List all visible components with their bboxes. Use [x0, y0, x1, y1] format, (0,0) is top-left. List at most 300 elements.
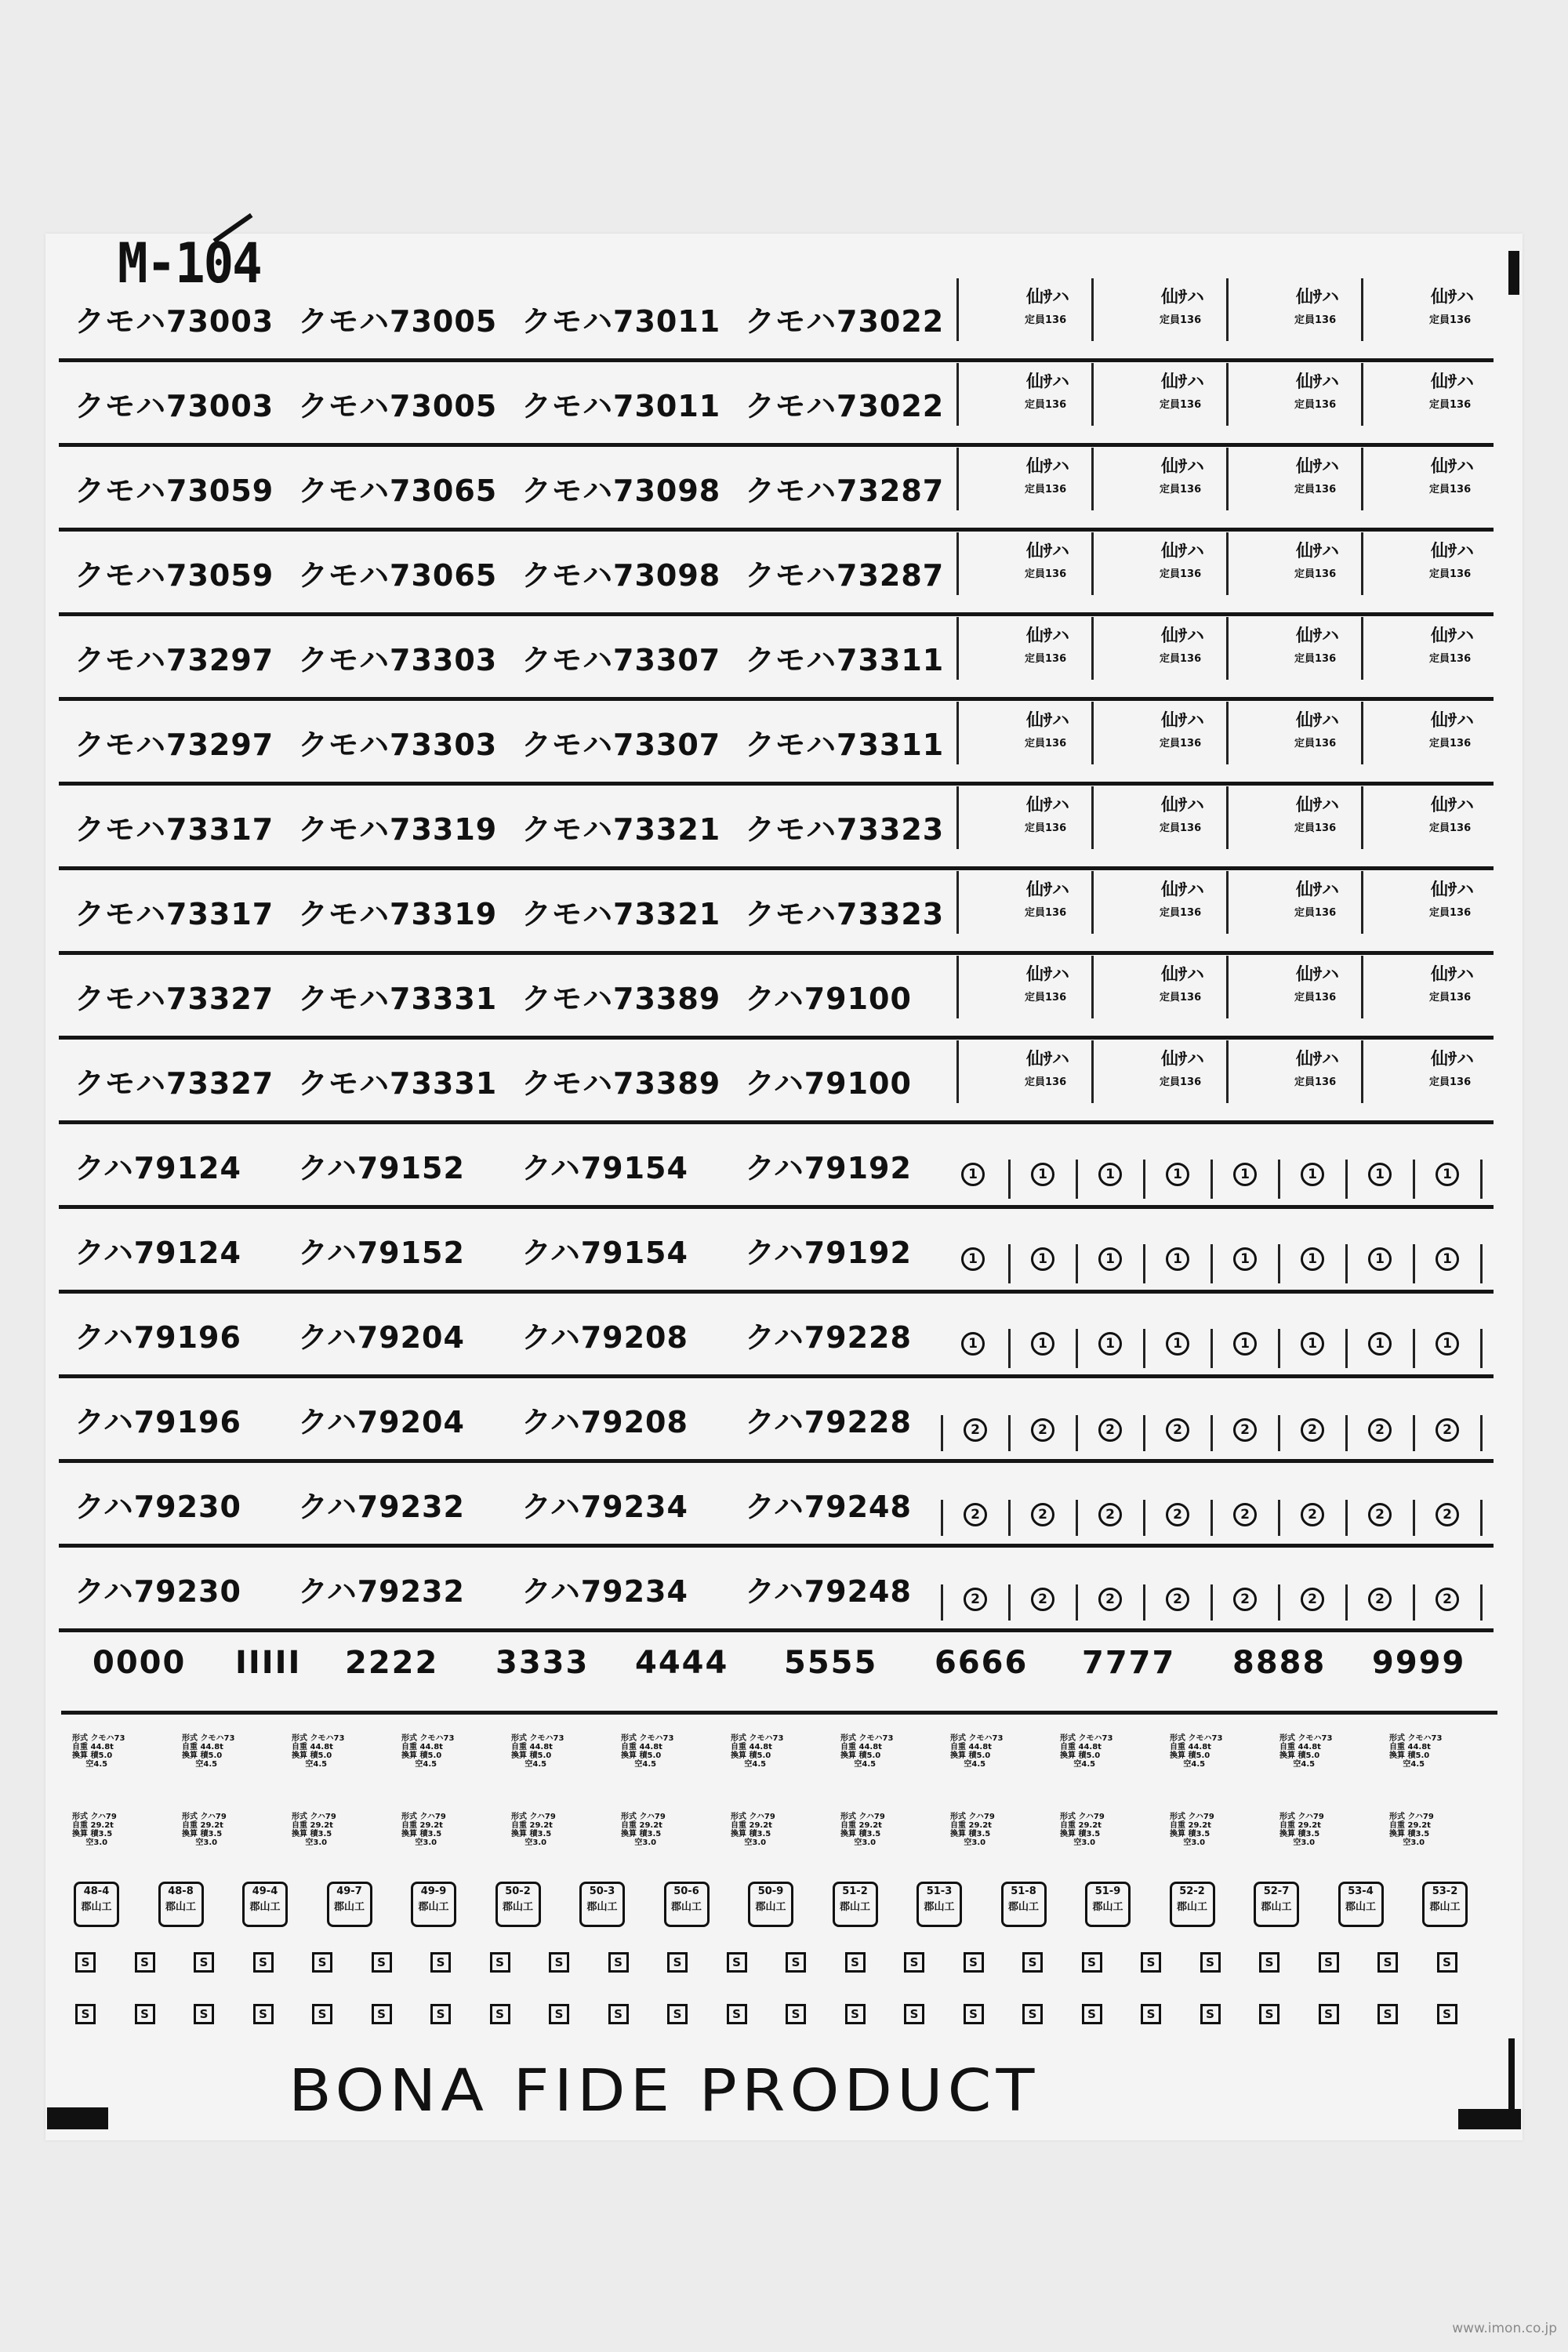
symbol-cell [1278, 1584, 1348, 1621]
s-mark: S [75, 2004, 96, 2024]
number-row [59, 786, 1494, 870]
capacity-mark: 定員136 [1429, 314, 1472, 326]
digit-set: 9999 [1372, 1645, 1466, 1681]
symbol-cell [1076, 1244, 1145, 1283]
circled-number: 2 [1368, 1418, 1392, 1442]
inspection-shop: 郡山工 [1176, 1901, 1207, 1913]
symbol-cell [1345, 1244, 1415, 1283]
symbol-cell [1345, 1160, 1415, 1199]
row-divider [59, 697, 1494, 701]
station-mark: 仙ｻハ [1296, 626, 1340, 646]
inspection-code: 52-7 [1263, 1886, 1290, 1897]
symbol-cell [941, 1244, 1008, 1283]
circled-number: 2 [1166, 1418, 1189, 1442]
number-row [59, 278, 1494, 362]
circled-number: 2 [1166, 1588, 1189, 1611]
car-number: クモハ73311 [745, 728, 945, 762]
row-divider [59, 866, 1494, 870]
car-number: クモハ73327 [74, 1066, 274, 1101]
station-cell [956, 448, 1094, 510]
symbol-cell [1413, 1584, 1483, 1621]
digit-set: 8888 [1232, 1645, 1327, 1681]
station-cell [1361, 448, 1498, 510]
circled-number: 2 [964, 1503, 987, 1526]
station-cell [956, 532, 1094, 595]
inspection-code: 48-8 [168, 1886, 194, 1897]
symbol-cell-end [1480, 1584, 1484, 1621]
inspection-box [833, 1882, 878, 1927]
s-mark: S [1259, 2004, 1279, 2024]
car-number: クハ79192 [745, 1236, 912, 1270]
circled-number: 2 [1166, 1503, 1189, 1526]
station-mark: 仙ｻハ [1296, 372, 1340, 392]
circled-number: 2 [1233, 1588, 1257, 1611]
mark-cells [956, 1548, 1494, 1628]
station-mark: 仙ｻハ [1161, 711, 1205, 731]
car-number: クモハ73327 [74, 982, 274, 1016]
spec-label: 形式 クハ79 自重 29.2t 換算 積3.5 空3.0 [182, 1813, 227, 1847]
symbol-cell [1278, 1500, 1348, 1536]
inspection-shop: 郡山工 [924, 1901, 955, 1913]
symbol-cell [1210, 1329, 1280, 1368]
car-number: クモハ73003 [74, 304, 274, 339]
capacity-mark: 定員136 [1160, 568, 1202, 580]
s-mark: S [1377, 1952, 1398, 1973]
digit-set: 2222 [345, 1645, 439, 1681]
symbol-cell [1008, 1584, 1078, 1621]
mark-cells [956, 1125, 1494, 1205]
number-row [59, 1040, 1494, 1124]
car-number: クハ79196 [74, 1405, 241, 1439]
s-mark: S [786, 2004, 806, 2024]
car-number: クハ79124 [74, 1151, 241, 1185]
capacity-mark: 定員136 [1160, 314, 1202, 326]
station-mark: 仙ｻハ [1161, 1050, 1205, 1069]
circled-number: 1 [1301, 1163, 1324, 1186]
inspection-shop: 郡山工 [1007, 1901, 1039, 1913]
s-mark: S [964, 1952, 984, 1973]
symbol-cell [941, 1500, 1011, 1536]
spec-label: 形式 クハ79 自重 29.2t 換算 積3.5 空3.0 [950, 1813, 995, 1847]
symbol-cell [941, 1329, 1008, 1368]
capacity-mark: 定員136 [1429, 907, 1472, 919]
station-mark: 仙ｻハ [1026, 542, 1070, 561]
circled-number: 1 [1031, 1163, 1054, 1186]
station-mark: 仙ｻハ [1161, 372, 1205, 392]
capacity-mark: 定員136 [1160, 1076, 1202, 1088]
mark-cells [956, 1464, 1494, 1544]
station-mark: 仙ｻハ [1431, 711, 1475, 731]
symbol-cell [1413, 1415, 1483, 1451]
capacity-mark: 定員136 [1025, 314, 1067, 326]
station-mark: 仙ｻハ [1296, 542, 1340, 561]
symbol-cell [1008, 1500, 1078, 1536]
circled-number: 1 [1233, 1332, 1257, 1356]
s-mark: S [1082, 2004, 1102, 2024]
station-cell [1226, 448, 1363, 510]
capacity-mark: 定員136 [1160, 992, 1202, 1004]
row-divider [59, 1036, 1494, 1040]
car-number: クハ79100 [745, 982, 912, 1016]
car-number: クモハ73323 [745, 812, 945, 847]
station-mark: 仙ｻハ [1431, 796, 1475, 815]
station-mark: 仙ｻハ [1431, 880, 1475, 900]
car-number: クハ79152 [298, 1151, 465, 1185]
s-mark: S [312, 1952, 332, 1973]
capacity-mark: 定員136 [1429, 484, 1472, 495]
capacity-mark: 定員136 [1429, 738, 1472, 750]
circled-number: 2 [1436, 1503, 1459, 1526]
digit-set: 7777 [1082, 1645, 1176, 1681]
capacity-mark: 定員136 [1025, 822, 1067, 834]
symbol-cell-end [1480, 1500, 1484, 1536]
spec-label: 形式 クモハ73 自重 44.8t 換算 積5.0 空4.5 [511, 1734, 564, 1769]
row-divider [59, 1544, 1494, 1548]
symbol-cell [1008, 1415, 1078, 1451]
station-mark: 仙ｻハ [1161, 542, 1205, 561]
station-mark: 仙ｻハ [1431, 1050, 1475, 1069]
spec-label: 形式 クハ79 自重 29.2t 換算 積3.5 空3.0 [401, 1813, 446, 1847]
inspection-shop: 郡山工 [586, 1901, 618, 1913]
car-number: クモハ73098 [521, 558, 721, 593]
circled-number: 1 [961, 1247, 985, 1271]
capacity-mark: 定員136 [1294, 399, 1337, 411]
station-mark: 仙ｻハ [1296, 880, 1340, 900]
capacity-mark: 定員136 [1025, 1076, 1067, 1088]
symbol-cell [1210, 1244, 1280, 1283]
capacity-mark: 定員136 [1429, 992, 1472, 1004]
spec-label: 形式 クモハ73 自重 44.8t 換算 積5.0 空4.5 [182, 1734, 235, 1769]
capacity-mark: 定員136 [1429, 568, 1472, 580]
station-cell [1091, 448, 1229, 510]
inspection-code: 52-2 [1179, 1886, 1205, 1897]
spec-label: 形式 クモハ73 自重 44.8t 換算 積5.0 空4.5 [1279, 1734, 1333, 1769]
circled-number: 1 [1098, 1247, 1122, 1271]
capacity-mark: 定員136 [1160, 399, 1202, 411]
circled-number: 1 [1166, 1163, 1189, 1186]
inspection-box [411, 1882, 456, 1927]
number-row [59, 1210, 1494, 1294]
symbol-cell [941, 1415, 1011, 1451]
s-mark: S [549, 2004, 569, 2024]
station-cell [1226, 278, 1363, 341]
symbol-cell [1143, 1329, 1213, 1368]
car-number: クハ79230 [74, 1574, 241, 1609]
spec-label: 形式 クモハ73 自重 44.8t 換算 積5.0 空4.5 [621, 1734, 674, 1769]
car-number: クハ79152 [298, 1236, 465, 1270]
row-divider [59, 782, 1494, 786]
car-number: クモハ73307 [521, 728, 721, 762]
car-number: クハ79230 [74, 1490, 241, 1524]
car-number: クモハ73331 [298, 1066, 498, 1101]
inspection-box [327, 1882, 372, 1927]
circled-number: 2 [1301, 1503, 1324, 1526]
row-divider [59, 612, 1494, 616]
station-cell [1091, 871, 1229, 934]
mark-cells [956, 617, 1494, 697]
circled-number: 1 [1166, 1247, 1189, 1271]
symbol-cell [1008, 1244, 1078, 1283]
car-number: クモハ73321 [521, 812, 721, 847]
circled-number: 2 [1301, 1588, 1324, 1611]
circled-number: 2 [1436, 1418, 1459, 1442]
inspection-box [242, 1882, 288, 1927]
digit-set: IIIII [235, 1645, 302, 1681]
s-mark: S [667, 2004, 688, 2024]
circled-number: 2 [1031, 1588, 1054, 1611]
circled-number: 1 [1368, 1332, 1392, 1356]
circled-number: 1 [1166, 1332, 1189, 1356]
car-number: クモハ73011 [521, 304, 721, 339]
capacity-mark: 定員136 [1429, 822, 1472, 834]
car-number: クハ79208 [521, 1320, 688, 1355]
circled-number: 2 [1368, 1503, 1392, 1526]
row-divider [59, 443, 1494, 447]
s-mark: S [1319, 2004, 1339, 2024]
car-number: クモハ73022 [745, 304, 945, 339]
s-mark: S [667, 1952, 688, 1973]
s-mark: S [430, 1952, 451, 1973]
car-number: クモハ73287 [745, 558, 945, 593]
s-mark: S [253, 2004, 274, 2024]
station-mark: 仙ｻハ [1161, 288, 1205, 307]
car-number: クハ79208 [521, 1405, 688, 1439]
mark-cells [956, 871, 1494, 951]
station-cell [1091, 617, 1229, 680]
row-divider [59, 358, 1494, 362]
inspection-box [916, 1882, 962, 1927]
circled-number: 2 [1301, 1418, 1324, 1442]
symbol-cell [1210, 1415, 1280, 1451]
car-number: クモハ73317 [74, 812, 274, 847]
circled-number: 2 [1368, 1588, 1392, 1611]
circled-number: 1 [1098, 1163, 1122, 1186]
car-number: クモハ73005 [298, 389, 498, 423]
car-number: クモハ73065 [298, 558, 498, 593]
symbol-cell [1210, 1584, 1280, 1621]
symbol-cell-end [1480, 1329, 1484, 1368]
s-mark: S [490, 1952, 510, 1973]
symbol-cell [1278, 1160, 1348, 1199]
spec-label: 形式 クモハ73 自重 44.8t 換算 積5.0 空4.5 [1170, 1734, 1223, 1769]
capacity-mark: 定員136 [1294, 822, 1337, 834]
station-cell [1361, 956, 1498, 1018]
circled-number: 2 [1031, 1503, 1054, 1526]
inspection-shop: 郡山工 [839, 1901, 870, 1913]
inspection-code: 53-2 [1432, 1886, 1458, 1897]
car-number: クモハ73389 [521, 982, 721, 1016]
spec-label: 形式 クハ79 自重 29.2t 換算 積3.5 空3.0 [292, 1813, 336, 1847]
symbol-cell [1143, 1244, 1213, 1283]
capacity-mark: 定員136 [1294, 653, 1337, 665]
station-mark: 仙ｻハ [1431, 288, 1475, 307]
inspection-box [1422, 1882, 1468, 1927]
capacity-mark: 定員136 [1160, 738, 1202, 750]
capacity-mark: 定員136 [1294, 314, 1337, 326]
mark-cells [956, 1379, 1494, 1459]
symbol-cell [1143, 1415, 1213, 1451]
s-mark: S [253, 1952, 274, 1973]
inspection-shop: 郡山工 [165, 1901, 196, 1913]
spec-label: 形式 クモハ73 自重 44.8t 換算 積5.0 空4.5 [731, 1734, 784, 1769]
car-number: クモハ73321 [521, 897, 721, 931]
circled-number: 2 [1098, 1418, 1122, 1442]
s-mark: S [1319, 1952, 1339, 1973]
circled-number: 1 [1031, 1247, 1054, 1271]
car-number: クハ79192 [745, 1151, 912, 1185]
station-cell [956, 363, 1094, 426]
inspection-code: 51-3 [926, 1886, 953, 1897]
inspection-shop: 郡山工 [418, 1901, 449, 1913]
capacity-mark: 定員136 [1025, 738, 1067, 750]
spec-label: 形式 クハ79 自重 29.2t 換算 積3.5 空3.0 [1279, 1813, 1324, 1847]
inspection-box [1085, 1882, 1131, 1927]
digit-set: 3333 [495, 1645, 590, 1681]
row-divider [59, 528, 1494, 532]
station-cell [1361, 278, 1498, 341]
station-cell [1091, 532, 1229, 595]
station-mark: 仙ｻハ [1026, 711, 1070, 731]
station-cell [1226, 702, 1363, 764]
inspection-shop: 郡山工 [670, 1901, 702, 1913]
s-mark: S [372, 1952, 392, 1973]
symbol-cell [1413, 1244, 1483, 1283]
circled-number: 1 [1098, 1332, 1122, 1356]
circled-number: 1 [961, 1163, 985, 1186]
station-cell [956, 617, 1094, 680]
car-number: クモハ73311 [745, 643, 945, 677]
circled-number: 2 [964, 1418, 987, 1442]
s-mark: S [1377, 2004, 1398, 2024]
spec-label: 形式 クハ79 自重 29.2t 換算 積3.5 空3.0 [1170, 1813, 1214, 1847]
car-number: クモハ73059 [74, 558, 274, 593]
spec-label: 形式 クモハ73 自重 44.8t 換算 積5.0 空4.5 [1389, 1734, 1443, 1769]
station-cell [1226, 786, 1363, 849]
car-number: クハ79154 [521, 1236, 688, 1270]
station-mark: 仙ｻハ [1161, 880, 1205, 900]
s-mark: S [608, 1952, 629, 1973]
circled-number: 2 [1436, 1588, 1459, 1611]
car-number: クモハ73059 [74, 474, 274, 508]
capacity-mark: 定員136 [1294, 1076, 1337, 1088]
spec-label: 形式 クモハ73 自重 44.8t 換算 積5.0 空4.5 [292, 1734, 345, 1769]
spec-label: 形式 クモハ73 自重 44.8t 換算 積5.0 空4.5 [840, 1734, 894, 1769]
row-divider [59, 1290, 1494, 1294]
spec-label: 形式 クハ79 自重 29.2t 換算 積3.5 空3.0 [621, 1813, 666, 1847]
symbol-cell [1008, 1329, 1078, 1368]
capacity-mark: 定員136 [1294, 568, 1337, 580]
s-mark: S [964, 2004, 984, 2024]
symbol-cell [1345, 1329, 1415, 1368]
station-mark: 仙ｻハ [1431, 457, 1475, 477]
circled-number: 2 [1031, 1418, 1054, 1442]
symbol-cell [1278, 1329, 1348, 1368]
number-row [59, 702, 1494, 786]
car-number: クモハ73065 [298, 474, 498, 508]
car-number: クモハ73317 [74, 897, 274, 931]
inspection-code: 50-9 [757, 1886, 784, 1897]
digit-divider [61, 1711, 1497, 1715]
station-cell [1361, 702, 1498, 764]
mark-cells [956, 1040, 1494, 1120]
brand-text: BONA FIDE PRODUCT [289, 2056, 1040, 2125]
station-cell [956, 871, 1094, 934]
inspection-shop: 郡山工 [502, 1901, 533, 1913]
car-number: クハ79228 [745, 1320, 912, 1355]
station-mark: 仙ｻハ [1431, 542, 1475, 561]
s-mark: S [904, 1952, 924, 1973]
station-cell [1361, 1040, 1498, 1103]
inspection-box [74, 1882, 119, 1927]
car-number: クハ79248 [745, 1574, 912, 1609]
station-cell [956, 702, 1094, 764]
symbol-cell [1345, 1415, 1415, 1451]
circled-number: 1 [1031, 1332, 1054, 1356]
s-mark: S [549, 1952, 569, 1973]
inspection-shop: 郡山工 [755, 1901, 786, 1913]
s-mark: S [1141, 1952, 1161, 1973]
station-mark: 仙ｻハ [1296, 457, 1340, 477]
station-mark: 仙ｻハ [1431, 965, 1475, 985]
station-cell [1361, 363, 1498, 426]
car-number: クモハ73319 [298, 812, 498, 847]
station-cell [1226, 532, 1363, 595]
inspection-code: 51-8 [1011, 1886, 1036, 1897]
car-number: クモハ73303 [298, 728, 498, 762]
s-mark: S [727, 2004, 747, 2024]
station-cell [1091, 1040, 1229, 1103]
number-row [59, 1548, 1494, 1632]
station-cell [1361, 786, 1498, 849]
station-cell [1091, 363, 1229, 426]
circled-number: 1 [1368, 1247, 1392, 1271]
circled-number: 1 [1233, 1247, 1257, 1271]
s-mark: S [904, 2004, 924, 2024]
symbol-cell [1345, 1584, 1415, 1621]
s-mark: S [312, 2004, 332, 2024]
car-number: クハ79232 [298, 1490, 465, 1524]
circled-number: 1 [1436, 1247, 1459, 1271]
row-divider [59, 1628, 1494, 1632]
number-row [59, 363, 1494, 447]
inspection-code: 48-4 [83, 1886, 110, 1897]
station-mark: 仙ｻハ [1161, 965, 1205, 985]
car-number: クモハ73297 [74, 643, 274, 677]
station-cell [1226, 363, 1363, 426]
capacity-mark: 定員136 [1025, 653, 1067, 665]
circled-number: 2 [1233, 1418, 1257, 1442]
spec-label: 形式 クモハ73 自重 44.8t 換算 積5.0 空4.5 [72, 1734, 125, 1769]
car-number: クハ79248 [745, 1490, 912, 1524]
number-row [59, 871, 1494, 955]
s-mark: S [727, 1952, 747, 1973]
s-mark: S [1200, 2004, 1221, 2024]
s-mark: S [786, 1952, 806, 1973]
circled-number: 1 [1436, 1163, 1459, 1186]
spec-label: 形式 クハ79 自重 29.2t 換算 積3.5 空3.0 [72, 1813, 117, 1847]
car-number: クモハ73331 [298, 982, 498, 1016]
symbol-cell [1076, 1160, 1145, 1199]
station-cell [1361, 532, 1498, 595]
symbol-cell-end [1480, 1415, 1484, 1451]
inspection-box [664, 1882, 710, 1927]
circled-number: 1 [961, 1332, 985, 1356]
circled-number: 1 [1436, 1332, 1459, 1356]
number-row [59, 956, 1494, 1040]
inspection-box [158, 1882, 204, 1927]
symbol-cell [1076, 1329, 1145, 1368]
station-cell [1091, 956, 1229, 1018]
